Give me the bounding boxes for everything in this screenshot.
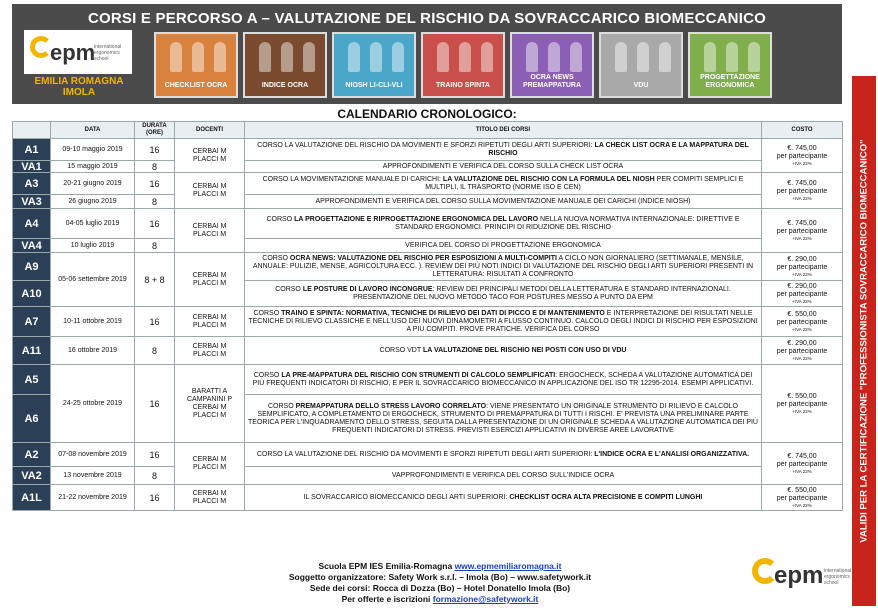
statue-figure-icon — [637, 42, 649, 72]
footer — [200, 561, 680, 605]
course-duration: 8 — [135, 195, 175, 209]
thumbnail-label: INDICE OCRA — [261, 82, 309, 89]
course-duration: 16 — [135, 485, 175, 511]
statue-figure-icon — [704, 42, 716, 72]
statue-figure-icon — [526, 42, 538, 72]
course-duration: 8 — [135, 337, 175, 365]
header-banner — [12, 4, 842, 104]
course-teachers: CERBAI M PLACCI M — [175, 337, 245, 365]
table-row — [13, 139, 843, 161]
course-date: 07-08 novembre 2019 — [51, 443, 135, 467]
course-date: 26 giugno 2019 — [51, 195, 135, 209]
course-cost: €. 550,00 per partecipante +IVA 22% — [762, 485, 843, 511]
course-code: A9 — [13, 253, 51, 281]
table-row — [13, 485, 843, 511]
epm-logo-footer — [752, 556, 852, 594]
course-code: A4 — [13, 209, 51, 239]
course-title: CORSO OCRA NEWS: VALUTAZIONE DEL RISCHIO PER ESPOSIZIONI A MULTI-COMPITI A CICLO NON GIORNALIERO (SETTIMANALE, MENSILE, ANNUALE: PULIZIE, MENSE, AGRICOLTURA ECC. ). REVIEW DEI PIÙ NOTI INDICI DI VALUTAZIONE DEL RISCHIO DEGLI ARTI SUPERIORI PRESENTI IN LETTERATURA: RISULTATI A CONFRONTO — [245, 253, 762, 281]
course-thumbnail — [599, 32, 683, 98]
table-row — [13, 307, 843, 337]
course-title: CORSO VDT LA VALUTAZIONE DEL RISCHIO NEI POSTI CON USO DI VDU — [245, 337, 762, 365]
course-thumbnails — [144, 32, 838, 100]
course-teachers: BARATTI A CAMPANINI P CERBAI M PLACCI M — [175, 365, 245, 443]
course-code: A3 — [13, 173, 51, 195]
statue-figure-icon — [214, 42, 226, 72]
logo-text: epm — [774, 562, 824, 589]
header-title: TITOLO DEI CORSI — [245, 122, 762, 139]
statue-figure-icon — [615, 42, 627, 72]
statue-figure-icon — [192, 42, 204, 72]
thumbnail-label: VDU — [633, 82, 649, 89]
table-row — [13, 161, 843, 173]
course-duration: 8 — [135, 239, 175, 253]
course-duration: 16 — [135, 139, 175, 161]
course-title: CORSO PREMAPPATURA DELLO STRESS LAVORO CORRELATO: VIENE PRESENTATO UN ORIGINALE STRUMENTO DI RILIEVO E CALCOLO SEMPLIFICATO, A COMPLETAMENTO DI ERGOCHECK, STRUMENTO DI PREMAPPATURA DI TUTTI I RISCHI. E' PREVISTA UNA PRELIMINARE PARTE TEORICA PER L'INQUADRAMENTO DELLO STRESS, SEGUITA DALLA PRESENTAZIONE DI UN ORIGINALE SCHEDA A VALUTAZIONE AUTOMATICA DEI PIÙ FREQUENTI INDICATORI DI STRESS. PREVISTI ESERCIZI APPLICATIVI IN DIVERSE AREE LAVORATIVE — [245, 395, 762, 443]
table-header-row — [13, 122, 843, 139]
epm-logo — [24, 30, 132, 74]
statue-figure-icon — [570, 42, 582, 72]
table-row — [13, 239, 843, 253]
course-cost: €. 745,00 per partecipante +IVA 22% — [762, 139, 843, 173]
course-teachers: CERBAI M PLACCI M — [175, 173, 245, 209]
header-date: DATA — [51, 122, 135, 139]
course-duration: 8 — [135, 467, 175, 485]
course-duration: 16 — [135, 209, 175, 239]
course-duration: 8 — [135, 161, 175, 173]
course-duration: 16 — [135, 443, 175, 467]
course-thumbnail — [688, 32, 772, 98]
statue-figure-icon — [481, 42, 493, 72]
table-row — [13, 253, 843, 281]
course-thumbnail — [243, 32, 327, 98]
statue-figure-icon — [726, 42, 738, 72]
course-cost: €. 550,00 per partecipante +IVA 22% — [762, 307, 843, 337]
course-thumbnail — [421, 32, 505, 98]
course-code: A6 — [13, 395, 51, 443]
statue-figure-icon — [370, 42, 382, 72]
course-duration: 16 — [135, 173, 175, 195]
thumbnail-label: OCRA NEWS PREMAPPATURA — [522, 74, 582, 89]
course-code: A10 — [13, 281, 51, 307]
course-date: 16 ottobre 2019 — [51, 337, 135, 365]
course-cost: €. 550,00 per partecipante +IVA 22% — [762, 365, 843, 443]
course-teachers: CERBAI M PLACCI M — [175, 443, 245, 485]
course-title: CORSO LA MOVIMENTAZIONE MANUALE DI CARICHI: LA VALUTAZIONE DEL RISCHIO CON LA FORMULA DEL NIOSH PER COMPITI SEMPLICI E MULTIPLI, IL TRASPORTO (NORME ISO E CEN) — [245, 173, 762, 195]
statue-figure-icon — [548, 42, 560, 72]
course-date: 09-10 maggio 2019 — [51, 139, 135, 161]
course-calendar-table — [12, 121, 843, 511]
logo-text: epm — [50, 40, 96, 65]
logo-ring-icon — [30, 36, 52, 58]
table-row — [13, 467, 843, 485]
table-row — [13, 365, 843, 395]
statue-figure-icon — [259, 42, 271, 72]
statue-figure-icon — [459, 42, 471, 72]
thumbnail-label: CHECKLIST OCRA — [164, 82, 228, 89]
course-title: APPROFONDIMENTI E VERIFICA DEL CORSO SULLA MOVIMENTAZIONE MANUALE DEI CARICHI (INDICE NIOSH) — [245, 195, 762, 209]
course-title: CORSO LA PRE-MAPPATURA DEL RISCHIO CON STRUMENTI DI CALCOLO SEMPLIFICATI: ERGOCHECK, SCHEDA A VALUTAZIONE AUTOMATICA DEI PIÙ FREQUENTI INDICATORI DI RISCHIO, E PER IL SOVRACCARICO BIOMECCANICO IN APPLICAZIONE DEL ISO TR 12295-2014. ESEMPI APPLICATIVI. — [245, 365, 762, 395]
table-row — [13, 337, 843, 365]
course-title: CORSO LA PROGETTAZIONE E RIPROGETTAZIONE ERGONOMICA DEL LAVORO NELLA NUOVA NORMATIVA INTERNAZIONALE: DIRETTIVE E STANDARD ERGONOMICI. PRINCIPI DI RIDUZIONE DEL RISCHIO — [245, 209, 762, 239]
course-code: VA4 — [13, 239, 51, 253]
course-date: 10 luglio 2019 — [51, 239, 135, 253]
course-title: CORSO LA VALUTAZIONE DEL RISCHIO DA MOVIMENTI E SFORZI RIPETUTI DEGLI ARTI SUPERIORI: L'INDICE OCRA E L'ANALISI ORGANIZZATIVA. — [245, 443, 762, 467]
thumbnail-label: TRAINO SPINTA — [436, 82, 490, 89]
course-title: VERIFICA DEL CORSO DI PROGETTAZIONE ERGONOMICA — [245, 239, 762, 253]
course-teachers: CERBAI M PLACCI M — [175, 307, 245, 337]
course-title: CORSO LE POSTURE DI LAVORO INCONGRUE: REVIEW DEI PRINCIPALI METODI DELLA LETTERATURA E STANDARD INTERNAZIONALI. PRESENTAZIONE DEL NUOVO METODO TACO FOR POSTURES MESSO A PUNTO DA EPM — [245, 281, 762, 307]
certification-side-banner — [852, 76, 876, 606]
footer-contact: Per offerte e iscrizioni formazione@safetywork.it — [341, 594, 539, 604]
course-date: 15 maggio 2019 — [51, 161, 135, 173]
page-title: CORSI E PERCORSO A – VALUTAZIONE DEL RISCHIO DA SOVRACCARICO BIOMECCANICO — [88, 10, 766, 27]
table-row — [13, 443, 843, 467]
course-date: 04-05 luglio 2019 — [51, 209, 135, 239]
school-website-link[interactable]: www.epmemiliaromagna.it — [454, 561, 562, 571]
statue-figure-icon — [303, 42, 315, 72]
course-thumbnail — [332, 32, 416, 98]
thumbnail-label: NIOSH LI-CLI-VLI — [345, 82, 403, 89]
logo-subtitle: international ergonomics school — [94, 44, 122, 62]
course-code: VA1 — [13, 161, 51, 173]
region-label — [24, 76, 134, 98]
course-cost: €. 745,00 per partecipante +IVA 22% — [762, 443, 843, 485]
region-name: EMILIA ROMAGNA — [34, 76, 124, 87]
statue-figure-icon — [748, 42, 760, 72]
logo-subtitle: international ergonomics school — [824, 568, 852, 586]
course-code: A11 — [13, 337, 51, 365]
email-link[interactable]: formazione@safetywork.it — [432, 594, 539, 604]
course-title: CORSO LA VALUTAZIONE DEL RISCHIO DA MOVIMENTI E SFORZI RIPETUTI DEGLI ARTI SUPERIORI: LA CHECK LIST OCRA E LA MAPPATURA DEL RISCHIO — [245, 139, 762, 161]
statue-figure-icon — [659, 42, 671, 72]
statue-figure-icon — [348, 42, 360, 72]
course-title: CORSO TRAINO E SPINTA: NORMATIVA, TECNICHE DI RILIEVO DEI DATI DI PICCO E DI MANTENIMENTO E INTERPRETAZIONE DEI RISULTATI NELLE TECNICHE DI RILIEVO CLASSICHE E NELL'USO DEI NUOVI DINAMOMETRI A FLUSSO CONTINUO. CALCOLO DEGLI INDICI DI RISCHIO PER ESPOSIZIONI A PIÙ COMPITI. PROVE PRATICHE. VERIFICA DEL CORSO — [245, 307, 762, 337]
course-teachers: CERBAI M PLACCI M — [175, 139, 245, 173]
course-date: 24-25 ottobre 2019 — [51, 365, 135, 443]
course-code: A1L — [13, 485, 51, 511]
course-date: 13 novembre 2019 — [51, 467, 135, 485]
course-code: A1 — [13, 139, 51, 161]
calendar-title: CALENDARIO CRONOLOGICO: — [337, 107, 517, 121]
course-date: 21-22 novembre 2019 — [51, 485, 135, 511]
side-banner-text: VALIDI PER LA CERTIFICAZIONE "PROFESSIONISTA SOVRACCARICO BIOMECCANICO" — [858, 139, 870, 543]
course-title: VAPPROFONDIMENTI E VERIFICA DEL CORSO SULL'INDICE OCRA — [245, 467, 762, 485]
course-code: A2 — [13, 443, 51, 467]
course-date: 10-11 ottobre 2019 — [51, 307, 135, 337]
course-code: A7 — [13, 307, 51, 337]
course-code: A5 — [13, 365, 51, 395]
course-thumbnail — [154, 32, 238, 98]
statue-figure-icon — [392, 42, 404, 72]
table-row — [13, 195, 843, 209]
city-name: IMOLA — [62, 87, 96, 98]
course-teachers: CERBAI M PLACCI M — [175, 209, 245, 253]
course-cost: €. 745,00 per partecipante +IVA 22% — [762, 173, 843, 209]
footer-venue: Sede dei corsi: Rocca di Dozza (Bo) – Hotel Donatello Imola (Bo) — [309, 583, 571, 593]
statue-figure-icon — [437, 42, 449, 72]
course-duration: 16 — [135, 365, 175, 443]
statue-figure-icon — [170, 42, 182, 72]
course-cost: €. 290,00 per partecipante +IVA 22% — [762, 253, 843, 281]
table-row — [13, 173, 843, 195]
course-code: VA2 — [13, 467, 51, 485]
course-cost: €. 745,00 per partecipante +IVA 22% — [762, 209, 843, 253]
course-title: APPROFONDIMENTI E VERIFICA DEL CORSO SULLA CHECK LIST OCRA — [245, 161, 762, 173]
course-thumbnail — [510, 32, 594, 98]
course-duration: 16 — [135, 307, 175, 337]
course-code: VA3 — [13, 195, 51, 209]
footer-organizer: Soggetto organizzatore: Safety Work s.r.l. – Imola (Bo) – www.safetywork.it — [288, 572, 592, 582]
course-cost: €. 290,00 per partecipante +IVA 22% — [762, 281, 843, 307]
header-cost: COSTO — [762, 122, 843, 139]
course-date: 20-21 giugno 2019 — [51, 173, 135, 195]
course-duration: 8 + 8 — [135, 253, 175, 307]
footer-school: Scuola EPM IES Emilia-Romagna www.epmemiliaromagna.it — [318, 561, 562, 571]
course-teachers: CERBAI M PLACCI M — [175, 485, 245, 511]
course-date: 05-06 settembre 2019 — [51, 253, 135, 307]
course-cost: €. 290,00 per partecipante +IVA 22% — [762, 337, 843, 365]
course-title: IL SOVRACCARICO BIOMECCANICO DEGLI ARTI SUPERIORI: CHECKLIST OCRA ALTA PRECISIONE E COMPITI LUNGHI — [245, 485, 762, 511]
table-row — [13, 209, 843, 239]
header-duration: DURATA (ORE) — [135, 122, 175, 139]
header-code — [13, 122, 51, 139]
statue-figure-icon — [281, 42, 293, 72]
course-teachers: CERBAI M PLACCI M — [175, 253, 245, 307]
header-teachers: DOCENTI — [175, 122, 245, 139]
thumbnail-label: PROGETTAZIONE ERGONOMICA — [700, 74, 760, 89]
